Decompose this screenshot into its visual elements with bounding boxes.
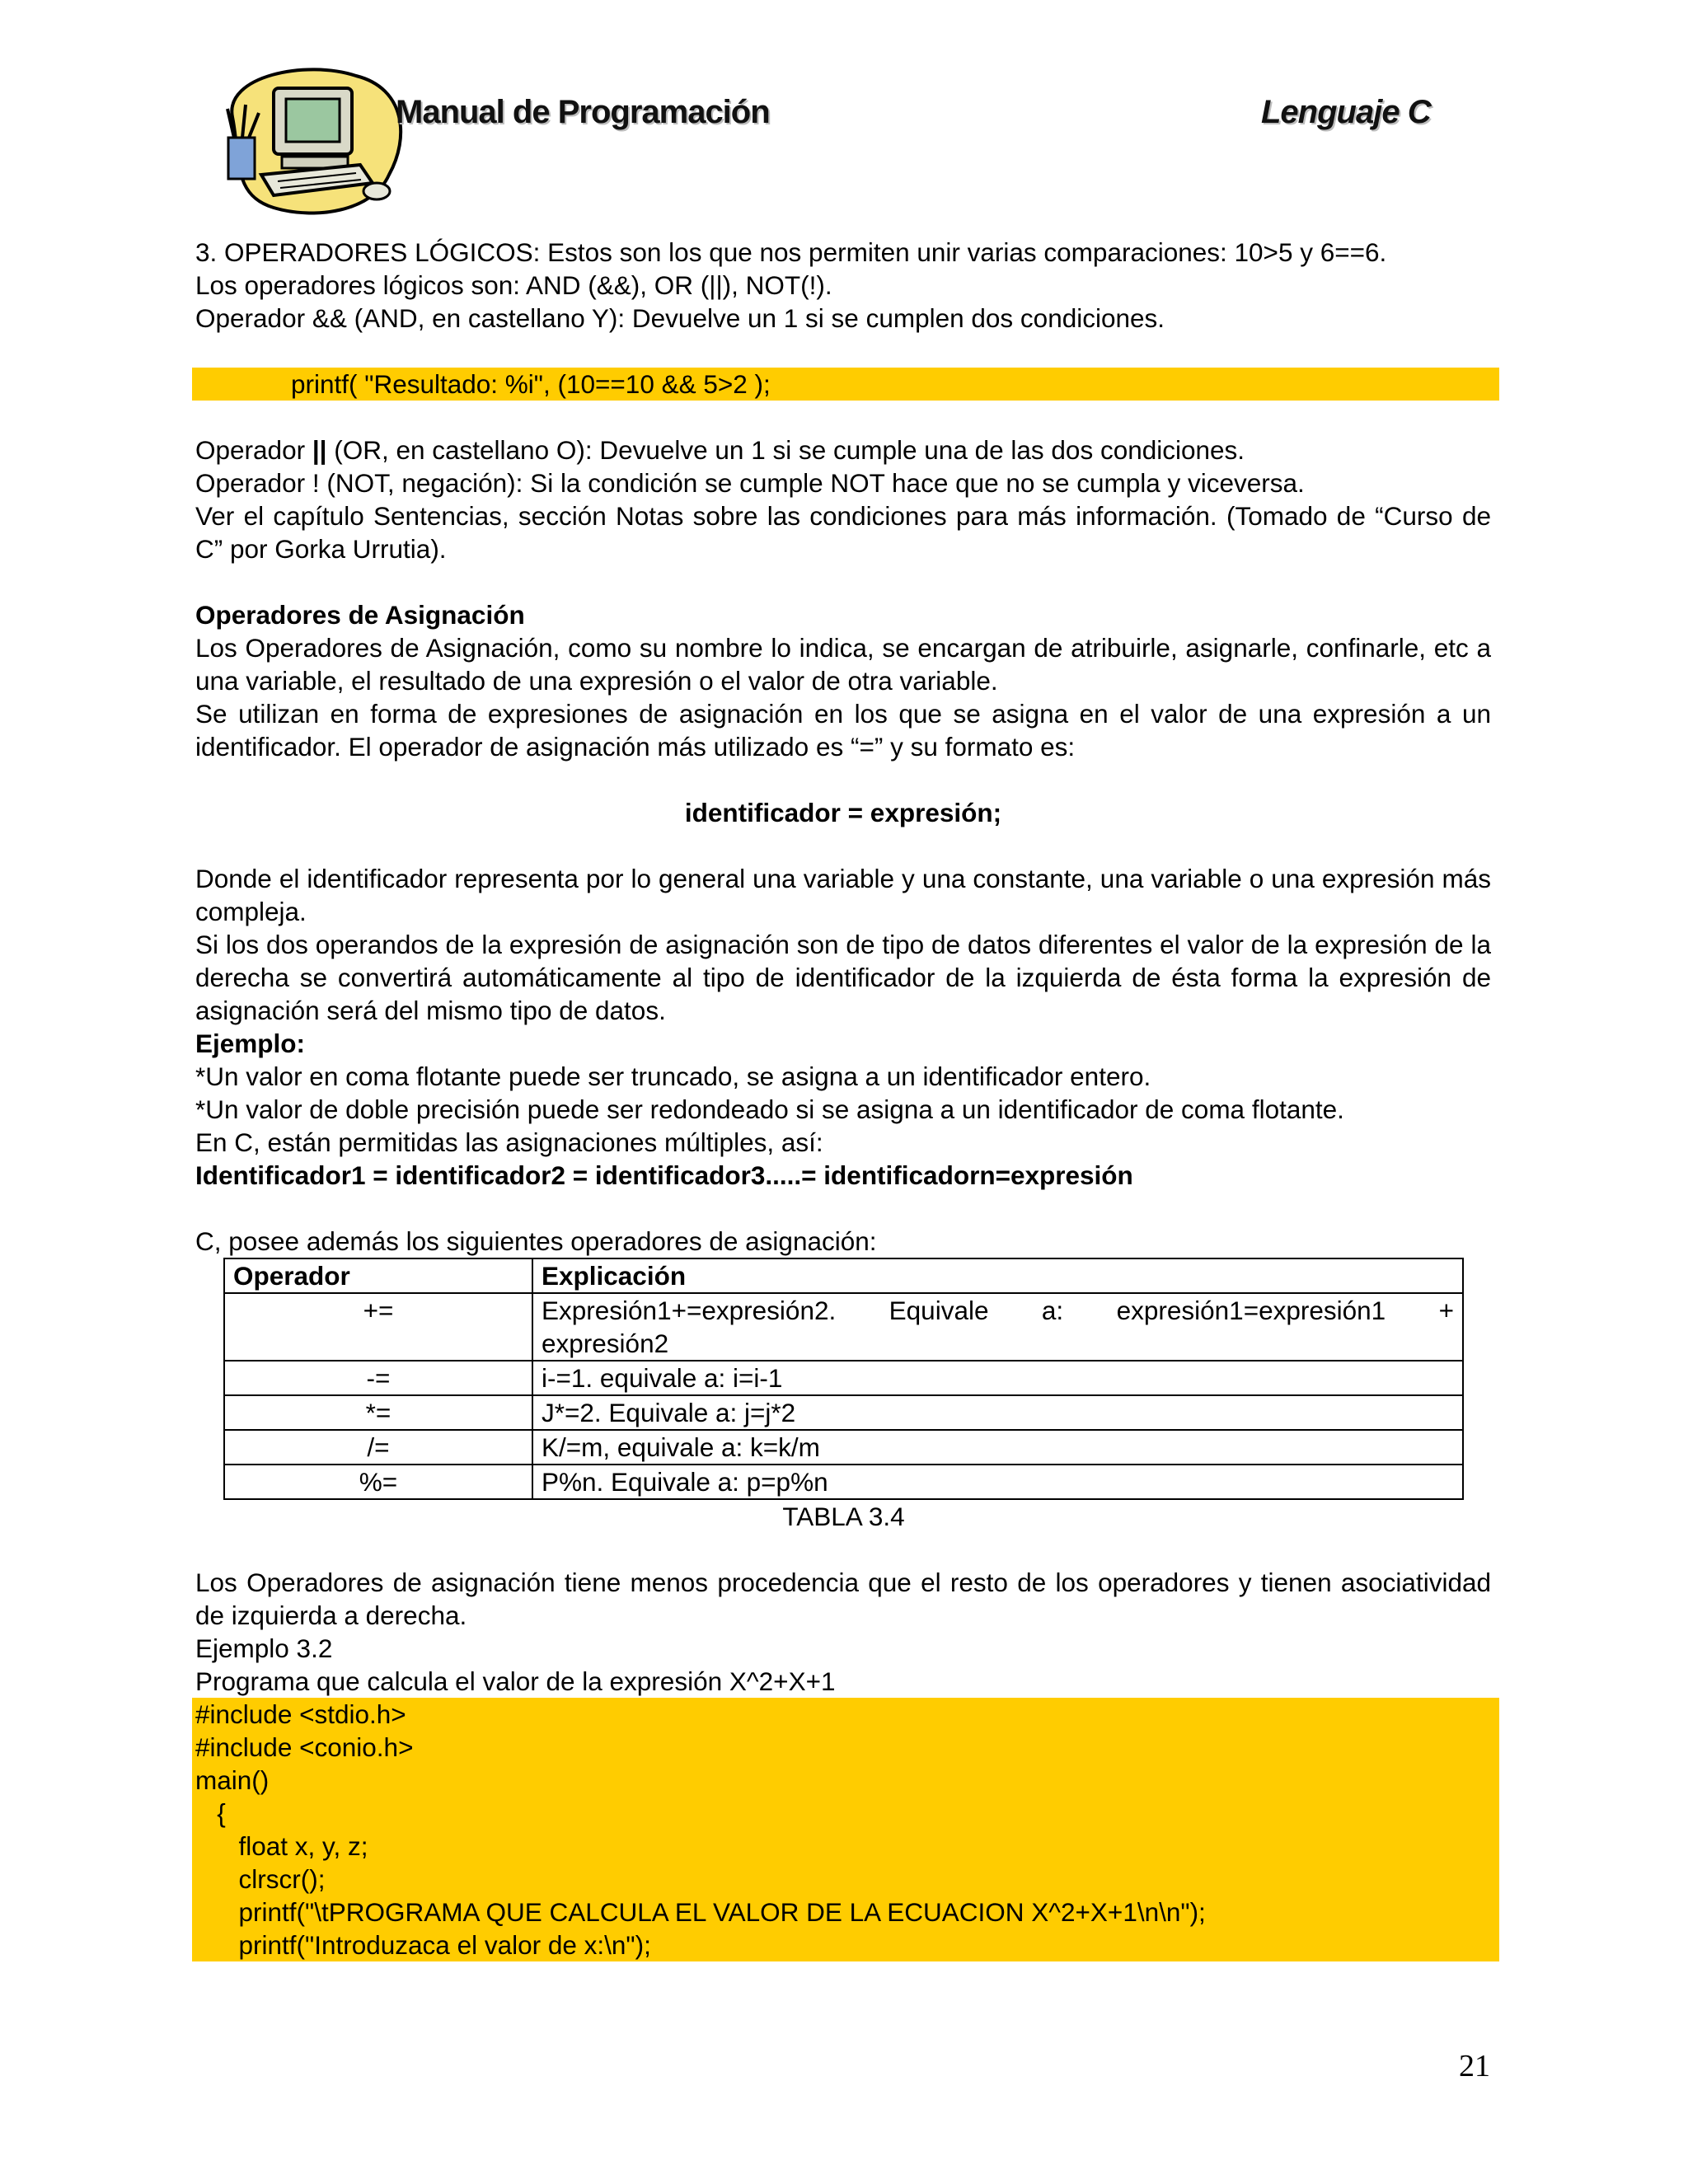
paragraph: Los operadores lógicos son: AND (&&), OR (||), NOT(!). (195, 270, 832, 300)
table-row (224, 1430, 1463, 1465)
table-row (224, 1361, 1463, 1395)
code-line: float x, y, z; (195, 1831, 368, 1861)
paragraph: Si los dos operandos de la expresión de asignación son de tipo de datos diferentes el valor de la expresión de la derecha se convertirá automáticamente al tipo de identificador de la izquierda de ésta forma la expresión de asignación será del mismo tipo de datos. (195, 930, 1491, 1025)
example-label: Ejemplo: (195, 1029, 306, 1058)
table-cell: i-=1. equivale a: i=i-1 (532, 1361, 1463, 1395)
table-row (224, 1395, 1463, 1430)
code-line: { (195, 1798, 226, 1828)
table-cell: P%n. Equivale a: p=p%n (532, 1465, 1463, 1499)
table-caption: TABLA 3.4 (782, 1502, 905, 1531)
page-content (195, 236, 1491, 1961)
table-cell: -= (224, 1361, 532, 1395)
table-header-row (224, 1258, 1463, 1293)
table-cell: += (224, 1293, 532, 1361)
paragraph: *Un valor de doble precisión puede ser redondeado si se asigna a un identificador de coma flotante. (195, 1094, 1344, 1124)
paragraph: Donde el identificador representa por lo general una variable y una constante, una variable o una expresión más compleja. (195, 864, 1491, 926)
page-header (216, 59, 1452, 224)
table-cell: J*=2. Equivale a: j=j*2 (532, 1395, 1463, 1430)
page-number: 21 (1459, 2049, 1490, 2083)
section-heading: Operadores de Asignación (195, 600, 525, 630)
paragraph: Operador && (AND, en castellano Y): Devuelve un 1 si se cumplen dos condiciones. (195, 303, 1165, 333)
formula: identificador = expresión; (684, 798, 1002, 827)
multi-assignment: Identificador1 = identificador2 = identificador3.....= identificadorn=expresión (195, 1160, 1133, 1190)
table-cell: /= (224, 1430, 532, 1465)
code-line: #include <conio.h> (195, 1732, 414, 1762)
computer-clipart-icon (216, 59, 414, 224)
code-block (192, 1698, 1499, 1961)
table-cell: Expresión1+=expresión2. Equivale a: expresión1=expresión1 + expresión2 (532, 1293, 1463, 1361)
paragraph: Operador ! (NOT, negación): Si la condición se cumple NOT hace que no se cumpla y viceversa. (195, 468, 1305, 498)
code-line: #include <stdio.h> (195, 1699, 406, 1729)
paragraph: Se utilizan en forma de expresiones de asignación en los que se asigna en el valor de una expresión a un identificador. El operador de asignación más utilizado es “=” y su formato es: (195, 699, 1491, 762)
operators-table (223, 1258, 1464, 1500)
paragraph: 3. OPERADORES LÓGICOS: Estos son los que nos permiten unir varias comparaciones: 10>5 y 6==6. (195, 237, 1387, 267)
language-title: Lenguaje C (1261, 94, 1431, 130)
code-snippet: printf( "Resultado: %i", (10==10 && 5>2 ); (192, 368, 1499, 401)
paragraph: Ejemplo 3.2 (195, 1633, 333, 1663)
paragraph: *Un valor en coma flotante puede ser truncado, se asigna a un identificador entero. (195, 1062, 1151, 1091)
paragraph: Los Operadores de Asignación, como su nombre lo indica, se encargan de atribuirle, asignarle, confinarle, etc a una variable, el resultado de una expresión o el valor de otra variable. (195, 633, 1491, 696)
code-line: clrscr(); (195, 1864, 326, 1894)
paragraph: Ver el capítulo Sentencias, sección Notas sobre las condiciones para más información. (Tomado de “Curso de C” por Gorka Urrutia). (195, 501, 1491, 564)
table-cell: %= (224, 1465, 532, 1499)
paragraph: Operador || (OR, en castellano O): Devuelve un 1 si se cumple una de las dos condiciones. (195, 435, 1245, 465)
code-line: printf("Introduzaca el valor de x:\n"); (195, 1930, 651, 1960)
table-header: Operador (224, 1258, 532, 1293)
table-cell: K/=m, equivale a: k=k/m (532, 1430, 1463, 1465)
table-row (224, 1293, 1463, 1361)
code-line: main() (195, 1765, 270, 1795)
paragraph: En C, están permitidas las asignaciones múltiples, así: (195, 1127, 823, 1157)
table-header: Explicación (532, 1258, 1463, 1293)
table-cell: *= (224, 1395, 532, 1430)
paragraph: Programa que calcula el valor de la expresión X^2+X+1 (195, 1666, 836, 1696)
code-line: printf("\tPROGRAMA QUE CALCULA EL VALOR DE LA ECUACION X^2+X+1\n\n"); (195, 1897, 1206, 1927)
table-row (224, 1465, 1463, 1499)
paragraph: Los Operadores de asignación tiene menos procedencia que el resto de los operadores y tienen asociatividad de izquierda a derecha. (195, 1568, 1491, 1630)
paragraph: C, posee además los siguientes operadores de asignación: (195, 1226, 877, 1256)
manual-title: Manual de Programación (396, 94, 770, 130)
